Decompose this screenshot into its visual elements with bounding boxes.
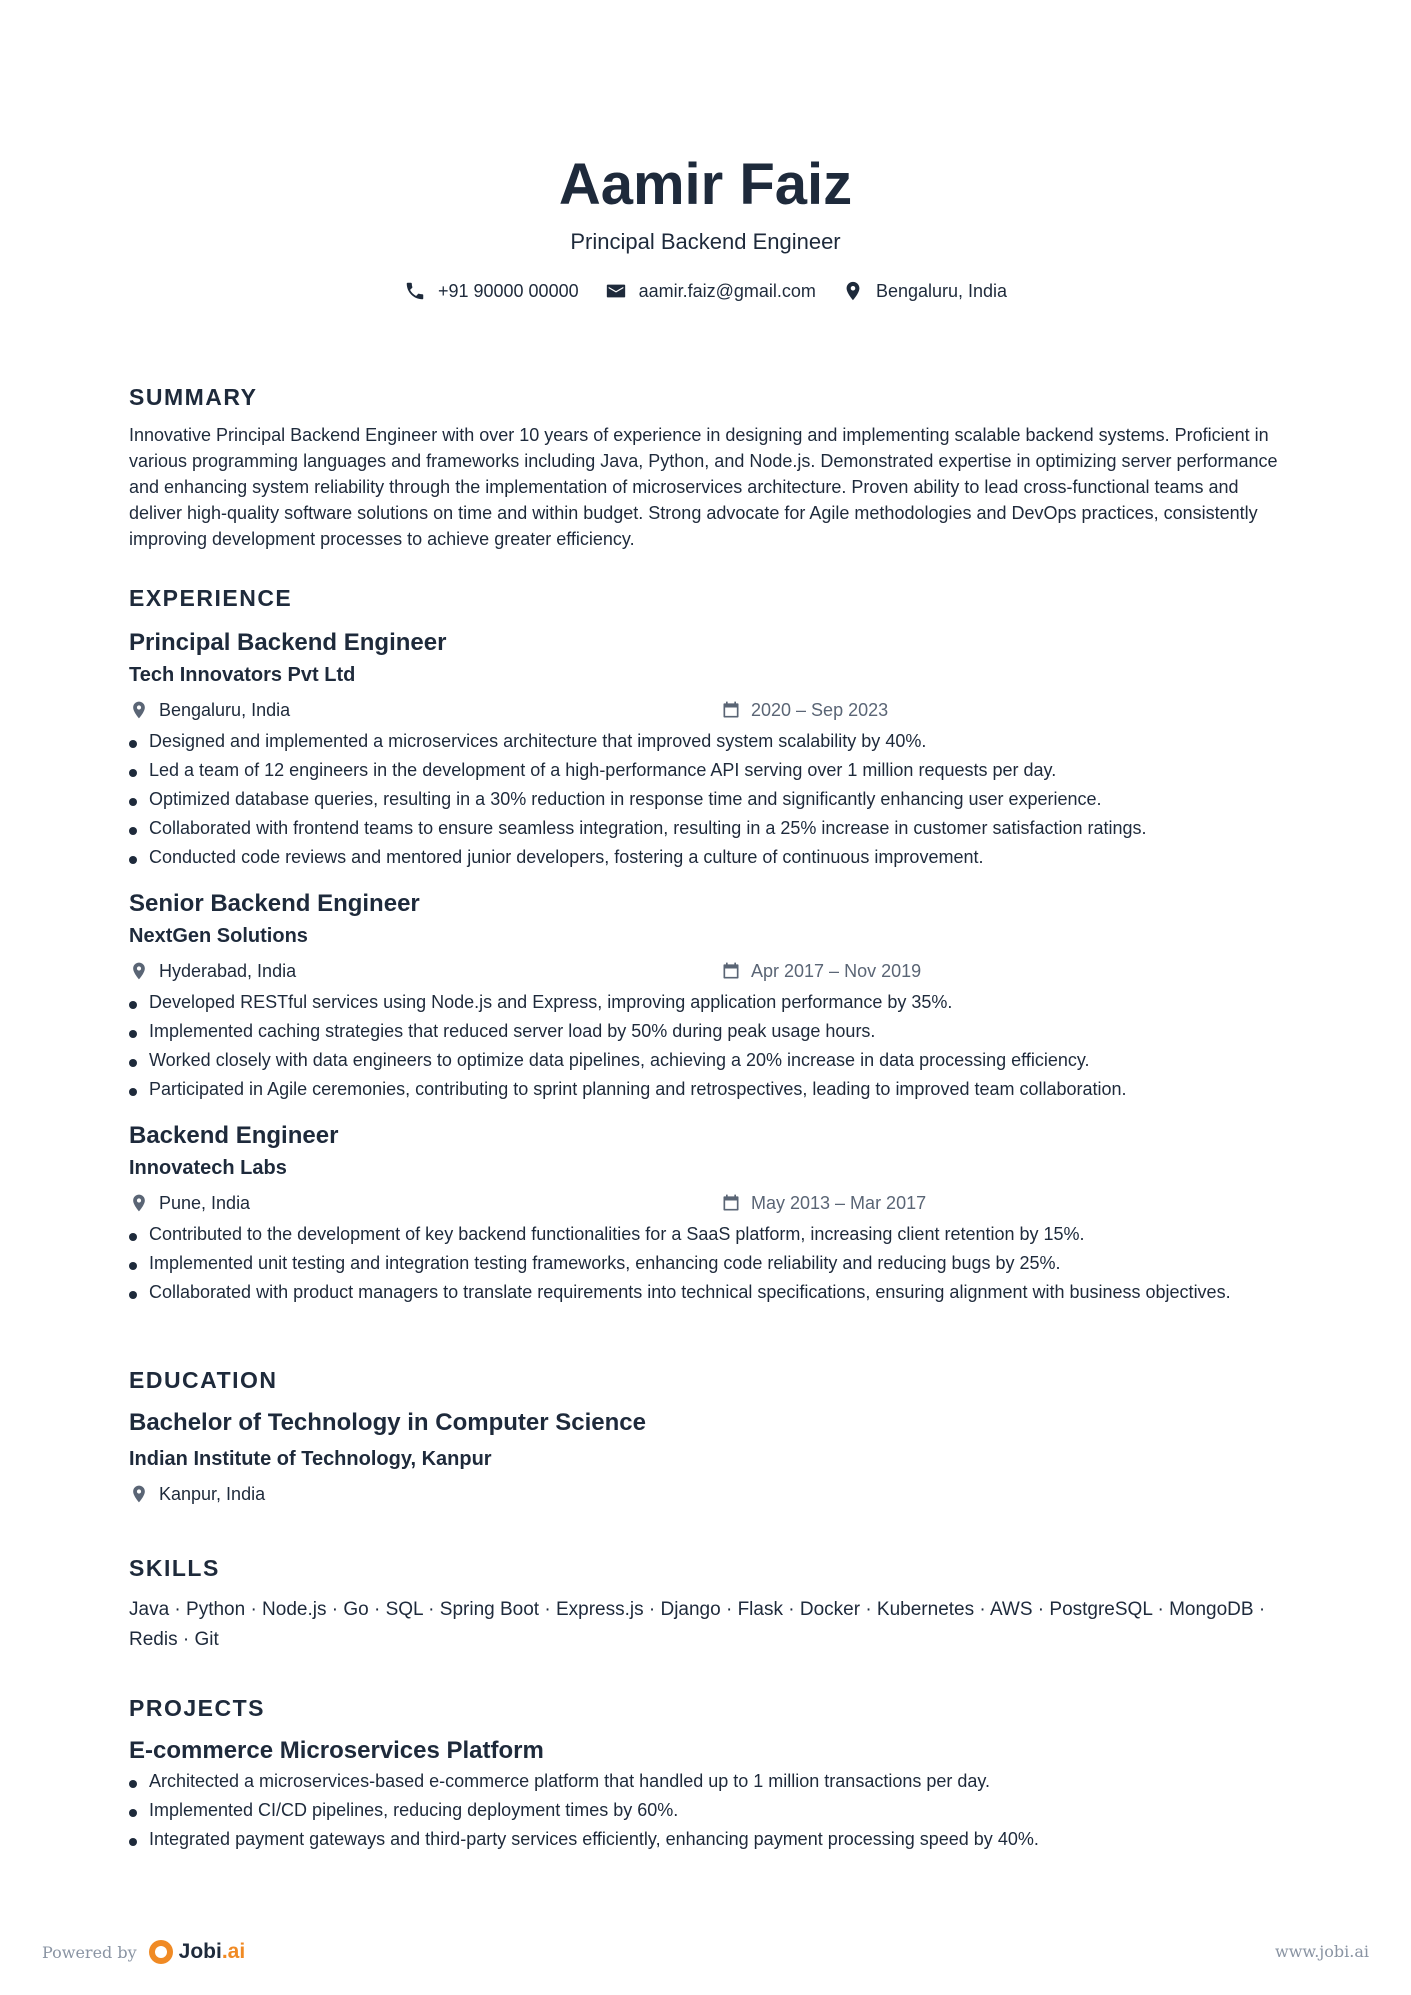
experience-section	[129, 583, 1289, 1307]
job-dates-text: May 2013 – Mar 2017	[751, 1193, 927, 1213]
projects-section	[129, 1693, 1289, 1854]
summary-text: Innovative Principal Backend Engineer with over 10 years of experience in designing and implementing scalable backend systems. Proficient in various programming languages and frameworks including Java, Python, and Node.js. Demonstrated expertise in optimizing server performance and enhancing system reliability through the implementation of microservices architecture. Proven ability to lead cross-functional teams and deliver high-quality software solutions on time and within budget. Strong advocate for Agile methodologies and DevOps practices, consistently improving development processes to achieve greater efficiency.	[129, 425, 1278, 549]
section-heading: PROJECTS	[129, 1695, 265, 1721]
education-school: Indian Institute of Technology, Kanpur	[129, 1448, 492, 1470]
location-icon	[129, 961, 149, 981]
job-location	[129, 1190, 721, 1216]
job-dates	[721, 697, 888, 723]
education-degree: Bachelor of Technology in Computer Science	[129, 1409, 646, 1436]
job-meta	[129, 958, 1289, 984]
calendar-icon	[721, 700, 741, 720]
job-meta	[129, 1190, 1289, 1216]
list-item: Integrated payment gateways and third-party services efficiently, enhancing payment processing speed by 40%.	[129, 1825, 1289, 1854]
footer-branding	[42, 1940, 245, 1964]
job-bullets	[129, 727, 1289, 872]
list-item: Led a team of 12 engineers in the development of a high-performance API serving over 1 million requests per day.	[129, 756, 1289, 785]
project-bullets	[129, 1767, 1289, 1854]
candidate-title: Principal Backend Engineer	[570, 229, 841, 254]
job-entry	[129, 1120, 1289, 1307]
brand-suffix: .ai	[221, 1940, 246, 1963]
project-title: E-commerce Microservices Platform	[129, 1737, 544, 1764]
job-title: Backend Engineer	[129, 1122, 339, 1149]
section-heading: EDUCATION	[129, 1367, 278, 1393]
job-location	[129, 697, 721, 723]
jobi-logo[interactable]	[149, 1940, 246, 1964]
job-location-text: Pune, India	[159, 1193, 251, 1213]
list-item: Implemented unit testing and integration testing frameworks, enhancing code reliability and reducing bugs by 25%.	[129, 1249, 1289, 1278]
resume-header	[0, 150, 1411, 302]
job-bullets	[129, 1220, 1289, 1307]
calendar-icon	[721, 1193, 741, 1213]
list-item: Conducted code reviews and mentored junior developers, fostering a culture of continuous improvement.	[129, 843, 1289, 872]
job-location-text: Hyderabad, India	[159, 961, 297, 981]
phone-number: +91 90000 00000	[437, 280, 579, 301]
contact-email[interactable]	[605, 280, 816, 302]
job-dates	[721, 958, 921, 984]
job-entry	[129, 627, 1289, 872]
section-heading: EXPERIENCE	[129, 585, 293, 611]
contact-phone[interactable]	[404, 280, 579, 302]
section-heading: SKILLS	[129, 1555, 220, 1581]
location-icon	[129, 1193, 149, 1213]
list-item: Designed and implemented a microservices architecture that improved system scalability by 40%.	[129, 727, 1289, 756]
company-name: Innovatech Labs	[129, 1157, 287, 1179]
company-name: NextGen Solutions	[129, 925, 308, 947]
list-item: Collaborated with product managers to translate requirements into technical specifications, ensuring alignment with business objectives.	[129, 1278, 1289, 1307]
contact-row	[0, 280, 1411, 302]
footer-website[interactable]: www.jobi.ai	[1275, 1942, 1369, 1961]
education-location	[129, 1481, 721, 1507]
job-dates	[721, 1190, 926, 1216]
job-meta	[129, 697, 1289, 723]
list-item: Implemented caching strategies that reduced server load by 50% during peak usage hours.	[129, 1017, 1289, 1046]
list-item: Architected a microservices-based e-commerce platform that handled up to 1 million transactions per day.	[129, 1767, 1289, 1796]
list-item: Implemented CI/CD pipelines, reducing deployment times by 60%.	[129, 1796, 1289, 1825]
section-heading: SUMMARY	[129, 384, 258, 410]
job-location-text: Bengaluru, India	[159, 700, 291, 720]
email-address: aamir.faiz@gmail.com	[638, 280, 816, 301]
candidate-name: Aamir Faiz	[558, 152, 853, 217]
list-item: Worked closely with data engineers to optimize data pipelines, achieving a 20% increase in data processing efficiency.	[129, 1046, 1289, 1075]
job-title: Principal Backend Engineer	[129, 629, 447, 656]
job-dates-text: 2020 – Sep 2023	[751, 700, 889, 720]
company-name: Tech Innovators Pvt Ltd	[129, 664, 356, 686]
brand-main: Jobi	[178, 1940, 222, 1963]
list-item: Contributed to the development of key backend functionalities for a SaaS platform, increasing client retention by 15%.	[129, 1220, 1289, 1249]
job-title: Senior Backend Engineer	[129, 890, 420, 917]
location-icon	[842, 280, 864, 302]
education-section	[129, 1365, 1289, 1507]
contact-location	[842, 280, 1007, 302]
powered-by-text: Powered by	[42, 1942, 137, 1962]
education-meta	[129, 1481, 1289, 1507]
location-icon	[129, 700, 149, 720]
phone-icon	[404, 280, 426, 302]
list-item: Optimized database queries, resulting in a 30% reduction in response time and significantly enhancing user experience.	[129, 785, 1289, 814]
job-location	[129, 958, 721, 984]
education-location-text: Kanpur, India	[159, 1484, 266, 1504]
job-entry	[129, 888, 1289, 1104]
location-text: Bengaluru, India	[875, 280, 1008, 301]
skills-section	[129, 1553, 1289, 1655]
job-dates-text: Apr 2017 – Nov 2019	[751, 961, 922, 981]
summary-section	[129, 382, 1289, 552]
skills-list: Java · Python · Node.js · Go · SQL · Spring Boot · Express.js · Django · Flask · Docker · Kubernetes · AWS · PostgreSQL · MongoDB · Redis · Git	[129, 1599, 1266, 1650]
list-item: Participated in Agile ceremonies, contributing to sprint planning and retrospectives, leading to improved team collaboration.	[129, 1075, 1289, 1104]
jobi-logo-icon	[149, 1940, 173, 1964]
list-item: Collaborated with frontend teams to ensure seamless integration, resulting in a 25% increase in customer satisfaction ratings.	[129, 814, 1289, 843]
email-icon	[605, 280, 627, 302]
calendar-icon	[721, 961, 741, 981]
list-item: Developed RESTful services using Node.js and Express, improving application performance by 35%.	[129, 988, 1289, 1017]
location-icon	[129, 1484, 149, 1504]
job-bullets	[129, 988, 1289, 1104]
